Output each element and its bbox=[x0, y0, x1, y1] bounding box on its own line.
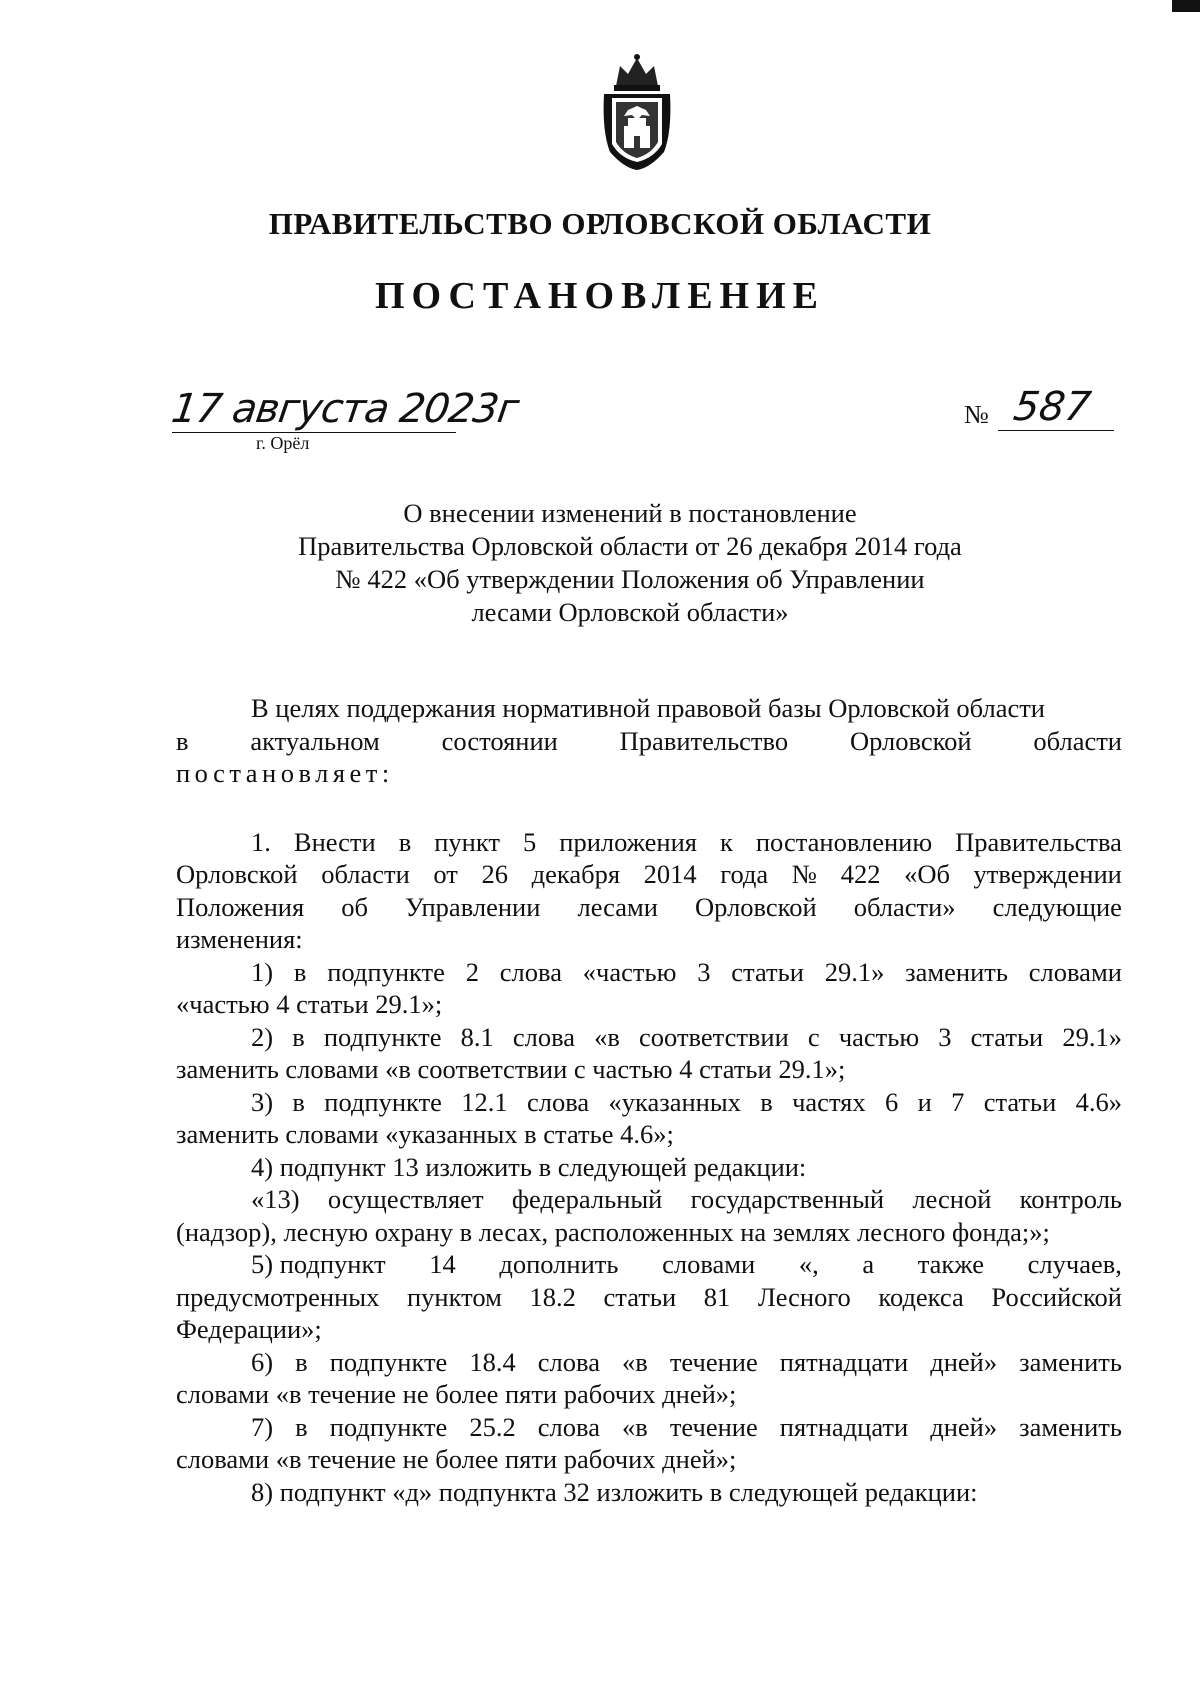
date-underline bbox=[172, 432, 456, 433]
word: 14 bbox=[429, 1249, 456, 1279]
word: статьи bbox=[983, 1086, 1057, 1117]
word: 12.1 bbox=[461, 1086, 508, 1117]
word: с bbox=[807, 1021, 820, 1052]
word: актуальном bbox=[250, 725, 380, 756]
subitem-line bbox=[176, 1411, 1122, 1444]
subitem-line bbox=[176, 956, 1122, 989]
word: слова bbox=[499, 956, 562, 987]
word: также bbox=[917, 1249, 985, 1279]
word: заменить bbox=[1019, 1346, 1122, 1377]
subitem-line: заменить словами «в соответствии с частью 4 статьи 29.1»; bbox=[176, 1054, 846, 1084]
word: 422 bbox=[840, 859, 881, 889]
word: подпункте bbox=[323, 1021, 442, 1052]
word: 3 bbox=[938, 1021, 952, 1052]
preamble-line: постановляет: bbox=[176, 758, 394, 788]
word: федеральный bbox=[511, 1184, 663, 1214]
word: пятнадцати bbox=[779, 1411, 909, 1442]
word: дней» bbox=[930, 1346, 998, 1377]
word: слова bbox=[537, 1411, 600, 1442]
word: Орловской bbox=[695, 891, 817, 922]
word: осуществляет bbox=[327, 1184, 484, 1214]
word: Правительство bbox=[619, 725, 789, 756]
paragraph-gap bbox=[176, 790, 1122, 826]
subitem-line: «частью 4 статьи 29.1»; bbox=[176, 989, 443, 1019]
word: словами bbox=[662, 1249, 756, 1279]
word: Положения bbox=[176, 891, 305, 922]
subitem-line: Федерации»; bbox=[176, 1314, 322, 1344]
word: пункт bbox=[434, 826, 500, 857]
word: Правительства bbox=[955, 826, 1122, 857]
word: декабря bbox=[531, 859, 621, 889]
word: подпункте bbox=[329, 1346, 448, 1377]
word: случаев, bbox=[1027, 1249, 1122, 1279]
word: области bbox=[321, 859, 410, 889]
subject-line: Правительства Орловской области от 26 декабря 2014 года bbox=[298, 531, 962, 561]
word: 5) подпункт bbox=[251, 1249, 386, 1279]
quote-line bbox=[176, 1183, 1122, 1216]
word: в bbox=[295, 1346, 308, 1377]
word: слова bbox=[526, 1086, 590, 1117]
word: утверждении bbox=[973, 859, 1122, 889]
number-underline bbox=[998, 430, 1114, 431]
word: состоянии bbox=[441, 725, 558, 756]
subitem-line bbox=[176, 1021, 1122, 1054]
word: подпункте bbox=[329, 1411, 448, 1442]
word: года bbox=[720, 859, 769, 889]
word: об bbox=[341, 891, 368, 922]
coat-of-arms-icon bbox=[598, 52, 676, 172]
item-line: изменения: bbox=[176, 924, 303, 954]
word: «частью bbox=[582, 956, 677, 987]
word: «указанных bbox=[608, 1086, 741, 1117]
word: Орловской bbox=[849, 725, 972, 756]
word: 18.4 bbox=[469, 1346, 516, 1377]
document-subject bbox=[200, 497, 1060, 629]
word: частях bbox=[792, 1086, 866, 1117]
word: заменить bbox=[1019, 1411, 1122, 1442]
word: в bbox=[293, 956, 307, 987]
word: 7 bbox=[951, 1086, 965, 1117]
word: 26 bbox=[481, 859, 508, 889]
word: приложения bbox=[559, 826, 697, 857]
word: «13) bbox=[251, 1184, 300, 1214]
word: в bbox=[398, 826, 412, 857]
subitem-line: 4) подпункт 13 изложить в следующей редакции: bbox=[251, 1151, 807, 1182]
subject-line: О внесении изменений в постановление bbox=[403, 498, 857, 528]
government-title: ПРАВИТЕЛЬСТВО ОРЛОВСКОЙ ОБЛАСТИ bbox=[268, 206, 932, 241]
word: 25.2 bbox=[469, 1411, 516, 1442]
word: 2) bbox=[251, 1021, 274, 1052]
subitem-line bbox=[176, 1086, 1122, 1119]
word: течение bbox=[669, 1411, 758, 1442]
scan-corner-mark bbox=[1172, 0, 1200, 12]
word: а bbox=[862, 1249, 875, 1279]
item-line bbox=[176, 858, 1122, 891]
word: и bbox=[917, 1086, 932, 1117]
word: области bbox=[1033, 725, 1122, 756]
city-label: г. Орёл bbox=[256, 433, 310, 453]
subitem-line: словами «в течение не более пяти рабочих дней»; bbox=[176, 1379, 737, 1409]
handwritten-number: 587 bbox=[1010, 384, 1094, 430]
word: в bbox=[295, 1411, 308, 1442]
word: 3 bbox=[697, 956, 711, 987]
word: в bbox=[292, 1021, 305, 1052]
word: следующие bbox=[992, 891, 1122, 922]
word: «в bbox=[622, 1411, 648, 1442]
subitem-line bbox=[176, 1346, 1122, 1379]
word: лесной bbox=[912, 1184, 992, 1214]
word: статьи bbox=[731, 956, 804, 987]
subitem-line bbox=[176, 1281, 1122, 1314]
subitem-line bbox=[176, 1248, 1122, 1281]
word: лесами bbox=[577, 891, 658, 922]
word: 81 bbox=[703, 1281, 731, 1312]
word: слова bbox=[537, 1346, 600, 1377]
word: 4.6» bbox=[1075, 1086, 1122, 1117]
word: постановлению bbox=[755, 826, 933, 857]
document-type: ПОСТАНОВЛЕНИЕ bbox=[374, 275, 826, 317]
subitem-line: словами «в течение не более пяти рабочих дней»; bbox=[176, 1444, 737, 1474]
word: 29.1» bbox=[1062, 1021, 1122, 1052]
word: 1. bbox=[251, 826, 271, 857]
word: частью bbox=[838, 1021, 920, 1052]
word: к bbox=[719, 826, 733, 857]
word: Управлении bbox=[405, 891, 541, 922]
subject-line: № 422 «Об утверждении Положения об Управлении bbox=[335, 564, 925, 594]
word: Российской bbox=[991, 1281, 1122, 1312]
document-body bbox=[176, 692, 1122, 1508]
subitem-line: 8) подпункт «д» подпункта 32 изложить в следующей редакции: bbox=[251, 1476, 978, 1507]
word: статьи bbox=[970, 1021, 1044, 1052]
word: 1) bbox=[251, 956, 274, 987]
word: «в bbox=[594, 1021, 620, 1052]
word: 3) bbox=[251, 1086, 274, 1117]
subitem-line: заменить словами «указанных в статье 4.6»; bbox=[176, 1119, 674, 1149]
word: 7) bbox=[251, 1411, 274, 1442]
word: течение bbox=[669, 1346, 758, 1377]
word: слова bbox=[512, 1021, 576, 1052]
word: 6) bbox=[251, 1346, 274, 1377]
preamble-line bbox=[176, 725, 1122, 758]
word: соответствии bbox=[639, 1021, 789, 1052]
word: в bbox=[176, 725, 189, 756]
word: пятнадцати bbox=[779, 1346, 909, 1377]
word: 5 bbox=[523, 826, 537, 857]
word: 29.1» bbox=[824, 956, 885, 987]
word: словами bbox=[1028, 956, 1122, 987]
word: подпункте bbox=[324, 1086, 442, 1117]
word: дней» bbox=[930, 1411, 998, 1442]
word: 8.1 bbox=[460, 1021, 494, 1052]
word: «в bbox=[622, 1346, 648, 1377]
word: кодекса bbox=[878, 1281, 964, 1312]
word: 18.2 bbox=[529, 1281, 576, 1312]
word: в bbox=[760, 1086, 773, 1117]
word: заменить bbox=[905, 956, 1008, 987]
item-line bbox=[176, 891, 1122, 924]
word: 2014 bbox=[643, 859, 697, 889]
word: № bbox=[791, 859, 818, 889]
word: в bbox=[292, 1086, 305, 1117]
quote-line: (надзор), лесную охрану в лесах, расположенных на землях лесного фонда;»; bbox=[176, 1216, 1050, 1247]
word: от bbox=[433, 859, 458, 889]
word: Внести bbox=[293, 826, 376, 857]
preamble-line: В целях поддержания нормативной правовой базы Орловской области bbox=[251, 693, 1045, 723]
word: государственный bbox=[690, 1184, 885, 1214]
word: 6 bbox=[884, 1086, 899, 1117]
word: подпункте bbox=[327, 956, 445, 987]
word: «, bbox=[798, 1249, 819, 1279]
item-line bbox=[176, 826, 1122, 859]
word: 2 bbox=[465, 956, 479, 987]
word: области» bbox=[853, 891, 956, 922]
word: статьи bbox=[603, 1281, 677, 1312]
word: предусмотренных bbox=[176, 1281, 380, 1312]
word: Орловской bbox=[176, 859, 298, 889]
handwritten-date: 17 августа 2023г bbox=[168, 386, 521, 432]
word: Лесного bbox=[757, 1281, 851, 1312]
number-sign: № bbox=[964, 400, 989, 429]
word: дополнить bbox=[499, 1249, 619, 1279]
subject-line: лесами Орловской области» bbox=[471, 597, 789, 627]
word: пунктом bbox=[406, 1281, 502, 1312]
word: контроль bbox=[1019, 1184, 1122, 1214]
word: «Об bbox=[904, 859, 950, 889]
